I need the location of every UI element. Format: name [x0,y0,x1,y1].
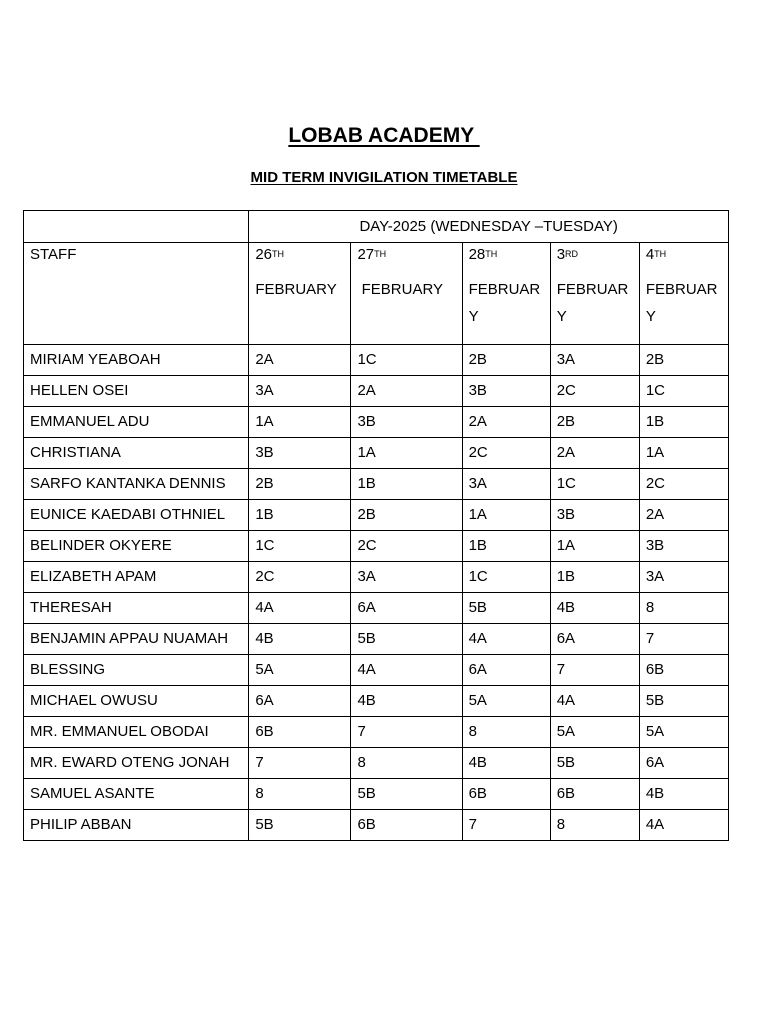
class-assignment-cell: 1B [462,531,550,562]
class-assignment-cell: 2B [351,500,462,531]
date-month: FEBRUARY [645,281,718,325]
date-header-cell [351,243,462,345]
class-assignment-cell: 1B [639,407,728,438]
staff-name-cell: SAMUEL ASANTE [24,779,249,810]
class-assignment-cell: 3B [639,531,728,562]
date-day: 28TH [468,246,498,263]
class-assignment-cell: 7 [351,717,462,748]
table-row [24,562,729,593]
class-assignment-cell: 5A [249,655,351,686]
invigilation-table [23,210,729,841]
staff-name-cell: EUNICE KAEDABI OTHNIEL [24,500,249,531]
class-assignment-cell: 3A [249,376,351,407]
class-assignment-cell: 3B [550,500,639,531]
date-header-cell [550,243,639,345]
table-row [24,407,729,438]
school-title: LOBAB ACADEMY [288,124,480,147]
class-assignment-cell: 5A [639,717,728,748]
table-row [24,748,729,779]
class-assignment-cell: 1C [462,562,550,593]
class-assignment-cell: 2A [550,438,639,469]
class-assignment-cell: 6A [550,624,639,655]
table-row [24,810,729,841]
class-assignment-cell: 1A [249,407,351,438]
table-row [24,531,729,562]
class-assignment-cell: 2C [639,469,728,500]
date-header-row [24,243,729,345]
date-header-cell [462,243,550,345]
staff-name-cell: MR. EMMANUEL OBODAI [24,717,249,748]
table-row [24,655,729,686]
class-assignment-cell: 3B [462,376,550,407]
date-month: FEBRUARY [468,281,541,325]
class-assignment-cell: 7 [550,655,639,686]
class-assignment-cell: 1C [351,345,462,376]
class-assignment-cell: 4B [550,593,639,624]
class-assignment-cell: 2A [351,376,462,407]
class-assignment-cell: 1A [550,531,639,562]
staff-header-cell [24,243,249,345]
class-assignment-cell: 5B [351,624,462,655]
class-assignment-cell: 6B [351,810,462,841]
class-assignment-cell: 5B [249,810,351,841]
table-row [24,624,729,655]
class-assignment-cell: 4A [249,593,351,624]
class-assignment-cell: 6A [639,748,728,779]
staff-name-cell: SARFO KANTANKA DENNIS [24,469,249,500]
class-assignment-cell: 7 [249,748,351,779]
date-day: 26TH [255,246,284,263]
class-assignment-cell: 3A [351,562,462,593]
class-assignment-cell: 3A [639,562,728,593]
class-assignment-cell: 4B [639,779,728,810]
date-header-cell [249,243,351,345]
staff-name-cell: MIRIAM YEABOAH [24,345,249,376]
class-assignment-cell: 8 [462,717,550,748]
staff-name-cell: MR. EWARD OTENG JONAH [24,748,249,779]
staff-name-cell: HELLEN OSEI [24,376,249,407]
class-assignment-cell: 1A [639,438,728,469]
class-assignment-cell: 6B [639,655,728,686]
class-assignment-cell: 2B [639,345,728,376]
class-assignment-cell: 4A [639,810,728,841]
class-assignment-cell: 4A [462,624,550,655]
staff-name-cell: BLESSING [24,655,249,686]
class-assignment-cell: 7 [462,810,550,841]
table-row [24,500,729,531]
class-assignment-cell: 2A [249,345,351,376]
class-assignment-cell: 1C [249,531,351,562]
class-assignment-cell: 8 [351,748,462,779]
class-assignment-cell: 1A [351,438,462,469]
class-assignment-cell: 8 [249,779,351,810]
class-assignment-cell: 5A [550,717,639,748]
class-assignment-cell: 2A [462,407,550,438]
class-assignment-cell: 4B [249,624,351,655]
date-month: FEBRUARY [556,281,629,325]
class-assignment-cell: 2B [462,345,550,376]
class-assignment-cell: 8 [639,593,728,624]
staff-name-cell: BENJAMIN APPAU NUAMAH [24,624,249,655]
class-assignment-cell: 1B [550,562,639,593]
empty-corner-cell [24,211,249,243]
staff-name-cell: MICHAEL OWUSU [24,686,249,717]
class-assignment-cell: 3B [249,438,351,469]
date-day: 4TH [645,246,667,263]
class-assignment-cell: 5B [462,593,550,624]
class-assignment-cell: 2C [550,376,639,407]
table-row [24,345,729,376]
class-assignment-cell: 6B [550,779,639,810]
class-assignment-cell: 5A [462,686,550,717]
staff-name-cell: ELIZABETH APAM [24,562,249,593]
class-assignment-cell: 4A [550,686,639,717]
class-assignment-cell: 3A [462,469,550,500]
date-day: 3RD [556,246,579,263]
class-assignment-cell: 5B [639,686,728,717]
class-assignment-cell: 7 [639,624,728,655]
staff-name-cell: EMMANUEL ADU [24,407,249,438]
table-row [24,438,729,469]
date-month: FEBRUARY [255,281,337,298]
class-assignment-cell: 2C [249,562,351,593]
class-assignment-cell: 4A [351,655,462,686]
class-assignment-cell: 2C [462,438,550,469]
class-assignment-cell: 1C [639,376,728,407]
class-assignment-cell: 1B [249,500,351,531]
class-assignment-cell: 3B [351,407,462,438]
class-assignment-cell: 6A [249,686,351,717]
date-month: FEBRUARY [357,281,444,298]
class-assignment-cell: 1B [351,469,462,500]
staff-name-cell: CHRISTIANA [24,438,249,469]
staff-header: STAFF [30,246,77,263]
class-assignment-cell: 8 [550,810,639,841]
class-assignment-cell: 5B [550,748,639,779]
table-row [24,686,729,717]
staff-name-cell: PHILIP ABBAN [24,810,249,841]
class-assignment-cell: 2A [639,500,728,531]
class-assignment-cell: 6B [462,779,550,810]
class-assignment-cell: 6B [249,717,351,748]
day-range-header: DAY-2025 (WEDNESDAY –TUESDAY) [249,211,729,243]
table-row [24,717,729,748]
table-row [24,376,729,407]
table-row [24,779,729,810]
class-assignment-cell: 4B [351,686,462,717]
table-row [24,469,729,500]
class-assignment-cell: 5B [351,779,462,810]
class-assignment-cell: 1A [462,500,550,531]
timetable-subtitle: MID TERM INVIGILATION TIMETABLE [250,169,518,186]
table-row [24,593,729,624]
class-assignment-cell: 4B [462,748,550,779]
class-assignment-cell: 2B [249,469,351,500]
date-header-cell [639,243,728,345]
class-assignment-cell: 3A [550,345,639,376]
class-assignment-cell: 2B [550,407,639,438]
staff-name-cell: BELINDER OKYERE [24,531,249,562]
staff-name-cell: THERESAH [24,593,249,624]
class-assignment-cell: 2C [351,531,462,562]
date-day: 27TH [357,246,387,263]
day-range-row [24,211,729,243]
class-assignment-cell: 6A [351,593,462,624]
class-assignment-cell: 1C [550,469,639,500]
class-assignment-cell: 6A [462,655,550,686]
